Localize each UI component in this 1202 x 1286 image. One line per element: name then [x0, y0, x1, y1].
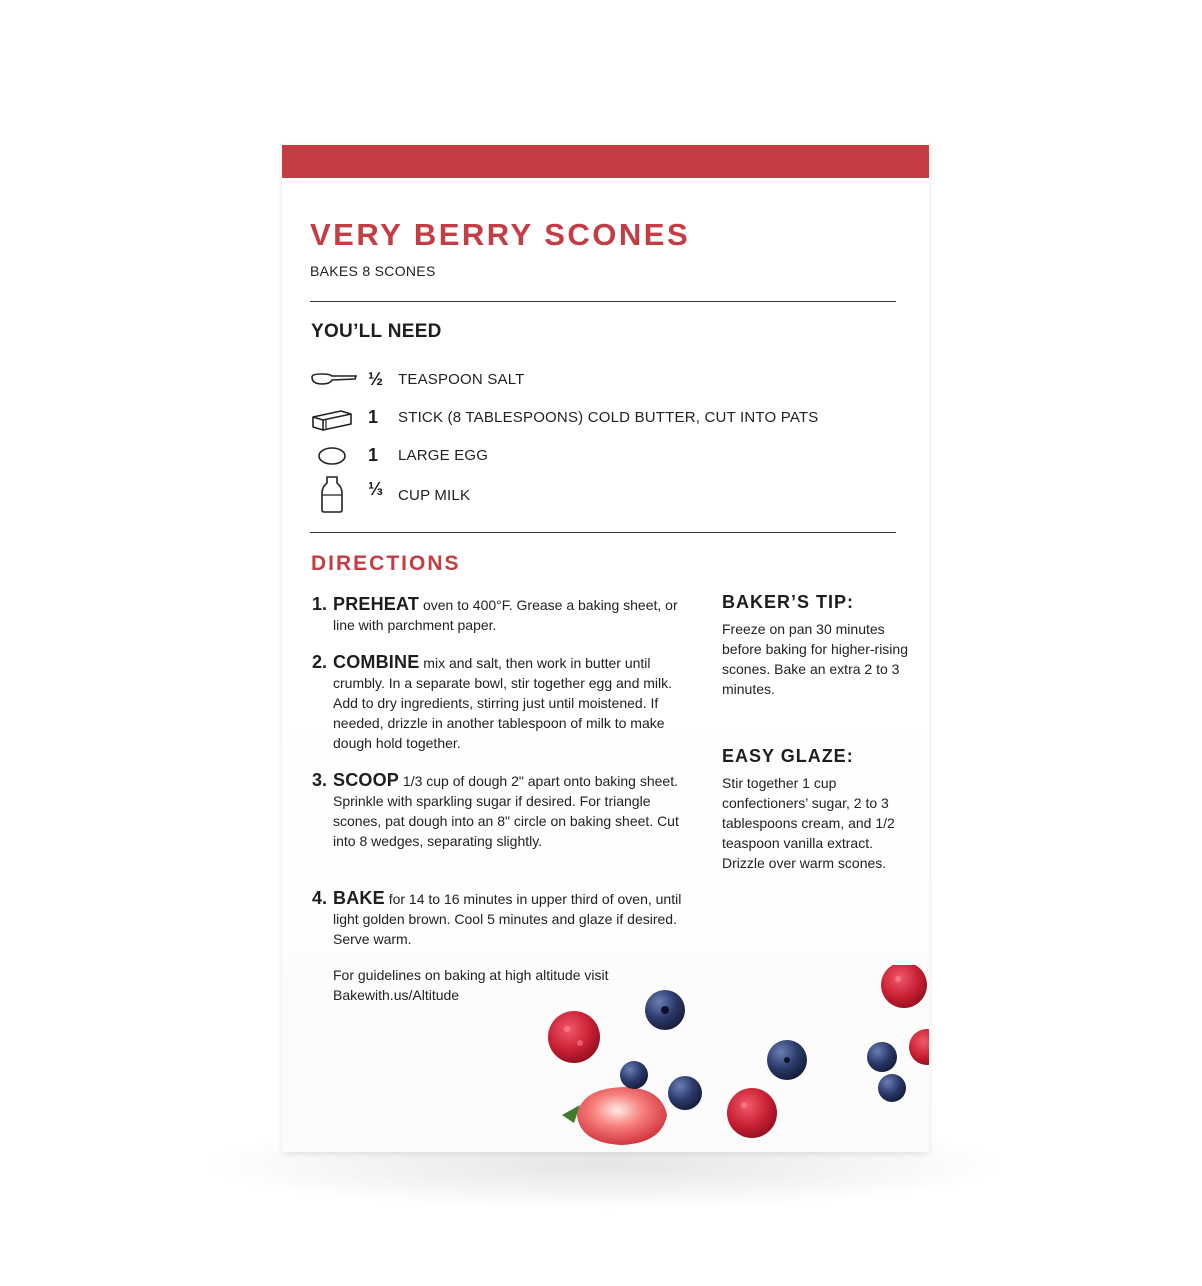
easy-glaze-text: Stir together 1 cup confectioners’ sugar, 2 to 3 tablespoons cream, and 1/2 teaspoon vanilla extract. Drizzle over warm scones.	[722, 775, 895, 871]
direction-step	[312, 594, 684, 635]
step-number: 1.	[312, 594, 328, 614]
ingredient-qty: 1	[368, 407, 379, 427]
bakers-tip-heading: BAKER’S TIP:	[722, 592, 855, 612]
milk-bottle-icon	[310, 475, 360, 515]
ingredient-qty: ⅓	[368, 479, 384, 499]
ingredient-qty: ½	[368, 369, 384, 389]
raspberry	[727, 1088, 777, 1138]
directions-heading: DIRECTIONS	[311, 552, 461, 575]
bakers-tip-text: Freeze on pan 30 minutes before baking for higher-rising scones. Bake an extra 2 to 3 minutes.	[722, 621, 908, 697]
raspberry	[548, 1011, 600, 1063]
ingredients-heading: YOU’LL NEED	[311, 321, 442, 342]
raspberry	[909, 1029, 929, 1065]
step-keyword: BAKE	[333, 888, 385, 908]
blueberry	[668, 1076, 702, 1110]
step-text: 1/3 cup of dough 2" apart onto baking sheet. Sprinkle with sparkling sugar if desired. For triangle scones, pat dough into an 8" circle on baking sheet. Cut into 8 wedges, separating slightly.	[333, 773, 679, 849]
step-number: 2.	[312, 652, 328, 672]
direction-step	[312, 888, 684, 949]
recipe-box-back	[282, 145, 929, 1152]
step-number: 3.	[312, 770, 328, 790]
recipe-yield: BAKES 8 SCONES	[310, 263, 436, 279]
strawberry-slice	[562, 1087, 667, 1145]
divider	[310, 532, 896, 533]
divider	[310, 301, 896, 302]
altitude-note: For guidelines on baking at high altitude visit Bakewith.us/Altitude	[333, 967, 609, 1003]
ingredient-row	[310, 441, 890, 471]
step-keyword: SCOOP	[333, 770, 400, 790]
ingredient-row	[310, 403, 890, 433]
ingredient-label: LARGE EGG	[398, 447, 489, 464]
step-keyword: COMBINE	[333, 652, 420, 672]
blueberry	[767, 1040, 807, 1080]
egg-icon	[310, 441, 360, 471]
blueberry	[645, 990, 685, 1030]
blueberry	[620, 1061, 648, 1089]
direction-step	[312, 652, 684, 753]
measuring-spoon-icon	[310, 365, 360, 395]
top-color-band	[282, 145, 929, 178]
ingredient-label: CUP MILK	[398, 487, 471, 504]
ingredient-label: TEASPOON SALT	[398, 371, 525, 388]
step-number: 4.	[312, 888, 328, 908]
ingredient-label: STICK (8 TABLESPOONS) COLD BUTTER, CUT INTO PATS	[398, 409, 819, 426]
butter-stick-icon	[310, 403, 360, 433]
blueberry	[878, 1074, 906, 1102]
step-text: oven to 400°F. Grease a baking sheet, or line with parchment paper.	[333, 597, 678, 633]
step-keyword: PREHEAT	[333, 594, 420, 614]
step-text: mix and salt, then work in butter until crumbly. In a separate bowl, stir together egg and milk. Add to dry ingredients, stirring just until moistened. If needed, drizzle in another tablespoon of milk to make dough hold together.	[333, 655, 673, 751]
direction-step	[312, 770, 684, 851]
berries-illustration	[522, 965, 929, 1152]
ingredient-row	[310, 365, 890, 395]
raspberry	[881, 965, 927, 1008]
ingredient-row	[310, 475, 890, 515]
recipe-title: VERY BERRY SCONES	[310, 217, 691, 252]
ingredient-qty: 1	[368, 445, 379, 465]
blueberry	[867, 1042, 897, 1072]
step-text: for 14 to 16 minutes in upper third of oven, until light golden brown. Cool 5 minutes and glaze if desired. Serve warm.	[333, 891, 682, 947]
easy-glaze-heading: EASY GLAZE:	[722, 746, 854, 766]
